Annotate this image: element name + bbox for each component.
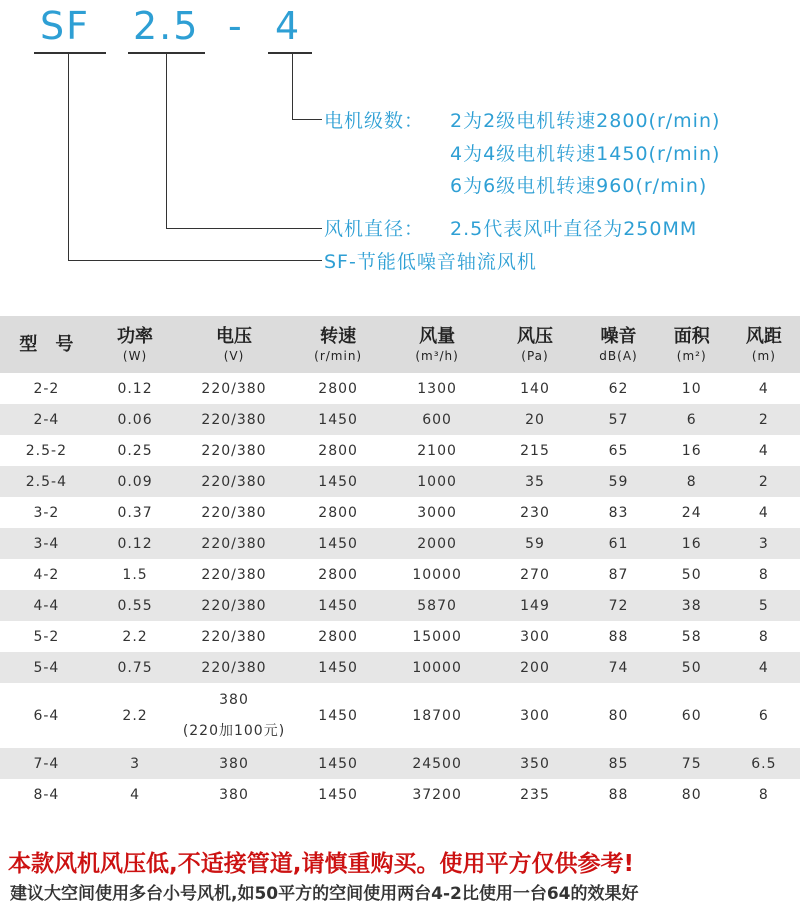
cell-airflow: 37200 (412, 786, 462, 803)
cell-voltage: 220/380 (201, 380, 267, 397)
cell-area: 50 (656, 652, 728, 683)
cell-pressure: 300 (520, 628, 550, 645)
cell-airflow: 1000 (386, 466, 489, 497)
cell-noise: 83 (608, 504, 629, 521)
spec-table-header (0, 316, 800, 373)
cell-power: 3 (93, 748, 178, 779)
cell-noise: 88 (608, 786, 629, 803)
cell-airflow: 3000 (417, 504, 457, 521)
cell-area: 50 (681, 566, 702, 583)
leader-diameter-vertical (166, 53, 167, 228)
cell-speed: 1450 (291, 466, 386, 497)
model-code-separator: - (228, 4, 244, 48)
spec-table-body (0, 373, 800, 810)
cell-model: 8-4 (33, 786, 60, 803)
header-pressure: 风压 (Pa) (489, 316, 582, 373)
cell-noise: 88 (608, 628, 629, 645)
cell-voltage: 220/380 (177, 466, 290, 497)
cell-pressure: 200 (489, 652, 582, 683)
header-distance: 风距 (m) (728, 316, 800, 373)
cell-model: 3-2 (33, 504, 60, 521)
header-model: 型 号 (0, 316, 93, 373)
cell-airflow: 24500 (386, 748, 489, 779)
cell-pressure: 20 (489, 404, 582, 435)
cell-power: 2.2 (122, 707, 148, 724)
poles-line-2: 4为4级电机转速1450(r/min) (450, 143, 721, 165)
cell-voltage: 220/380 (201, 628, 267, 645)
table-row (0, 497, 800, 528)
cell-model: 2.5-2 (25, 442, 67, 459)
cell-model: 2-4 (0, 404, 93, 435)
cell-speed: 2800 (318, 380, 358, 397)
cell-distance: 5 (728, 590, 800, 621)
poles-label: 电机级数： (324, 110, 425, 132)
cell-airflow: 1300 (417, 380, 457, 397)
cell-voltage: 220/380 (177, 528, 290, 559)
table-row (0, 435, 800, 466)
cell-noise: 62 (608, 380, 629, 397)
cell-area: 80 (681, 786, 702, 803)
cell-airflow: 600 (386, 404, 489, 435)
leader-series-vertical (68, 53, 69, 260)
leader-diameter-horizontal (166, 228, 322, 229)
cell-distance: 8 (758, 566, 769, 583)
cell-airflow: 5870 (386, 590, 489, 621)
cell-noise: 80 (608, 707, 629, 724)
cell-power: 1.5 (122, 566, 148, 583)
cell-area: 24 (681, 504, 702, 521)
underline-series (34, 52, 106, 54)
cell-model: 7-4 (0, 748, 93, 779)
cell-area: 38 (656, 590, 728, 621)
cell-pressure: 35 (489, 466, 582, 497)
cell-speed: 1450 (291, 528, 386, 559)
cell-noise: 57 (581, 404, 655, 435)
header-area: 面积 (m²) (656, 316, 728, 373)
cell-voltage: 220/380 (201, 566, 267, 583)
cell-pressure: 230 (520, 504, 550, 521)
cell-distance: 8 (758, 628, 769, 645)
cell-speed: 1450 (291, 404, 386, 435)
cell-pressure: 270 (520, 566, 550, 583)
cell-distance: 6.5 (728, 748, 800, 779)
table-row (0, 652, 800, 683)
table-row (0, 683, 800, 748)
cell-airflow: 18700 (412, 707, 462, 724)
voltage-note: (220加100元) (182, 722, 286, 739)
cell-noise: 72 (581, 590, 655, 621)
table-row (0, 466, 800, 497)
cell-area: 60 (681, 707, 702, 724)
table-row (0, 373, 800, 404)
diameter-label: 风机直径： (324, 218, 425, 240)
header-airflow: 风量 (m³/h) (386, 316, 489, 373)
header-speed: 转速 (r/min) (291, 316, 386, 373)
cell-model: 3-4 (0, 528, 93, 559)
cell-power: 0.55 (93, 590, 178, 621)
series-text: SF-节能低噪音轴流风机 (324, 251, 537, 273)
cell-pressure: 215 (520, 442, 550, 459)
cell-power: 0.37 (117, 504, 153, 521)
advice-text: 建议大空间使用多台小号风机,如50平方的空间使用两台4-2比使用一台64的效果好 (10, 884, 639, 904)
cell-model: 5-4 (0, 652, 93, 683)
table-row (0, 528, 800, 559)
cell-airflow: 2100 (417, 442, 457, 459)
model-code-series: SF (40, 4, 90, 48)
cell-airflow: 10000 (386, 652, 489, 683)
leader-series-horizontal (68, 260, 322, 261)
cell-model: 4-4 (0, 590, 93, 621)
cell-voltage: 220/380 (177, 590, 290, 621)
cell-area: 16 (656, 528, 728, 559)
cell-speed: 1450 (291, 748, 386, 779)
cell-voltage: 380 (177, 748, 290, 779)
cell-area: 75 (656, 748, 728, 779)
cell-area: 6 (656, 404, 728, 435)
table-row (0, 779, 800, 810)
underline-poles (268, 52, 312, 54)
cell-power: 0.09 (93, 466, 178, 497)
cell-area: 58 (681, 628, 702, 645)
cell-area: 8 (656, 466, 728, 497)
cell-power: 0.25 (117, 442, 153, 459)
cell-model: 2.5-4 (0, 466, 93, 497)
cell-noise: 65 (608, 442, 629, 459)
cell-speed: 1450 (291, 590, 386, 621)
cell-distance: 4 (728, 652, 800, 683)
cell-noise: 74 (581, 652, 655, 683)
cell-voltage: 220/380 (177, 404, 290, 435)
header-noise: 噪音 dB(A) (581, 316, 655, 373)
cell-voltage: 220/380 (201, 504, 267, 521)
cell-pressure: 235 (520, 786, 550, 803)
leader-poles-vertical (292, 53, 293, 119)
cell-pressure: 149 (489, 590, 582, 621)
cell-speed: 1450 (291, 652, 386, 683)
table-row (0, 559, 800, 590)
cell-distance: 4 (758, 504, 769, 521)
cell-noise: 87 (608, 566, 629, 583)
cell-noise: 85 (581, 748, 655, 779)
leader-poles-horizontal (292, 119, 322, 120)
cell-area: 10 (681, 380, 702, 397)
cell-model: 4-2 (33, 566, 60, 583)
poles-line-1: 2为2级电机转速2800(r/min) (450, 110, 721, 132)
cell-model: 6-4 (33, 707, 60, 724)
cell-distance: 2 (728, 466, 800, 497)
cell-airflow: 15000 (412, 628, 462, 645)
cell-distance: 4 (758, 442, 769, 459)
poles-line-3: 6为6级电机转速960(r/min) (450, 175, 708, 197)
cell-pressure: 140 (520, 380, 550, 397)
model-code-poles: 4 (275, 4, 302, 48)
cell-distance: 3 (728, 528, 800, 559)
cell-distance: 4 (758, 380, 769, 397)
cell-power: 0.75 (93, 652, 178, 683)
warning-text: 本款风机风压低,不适接管道,请慎重购买。使用平方仅供参考! (8, 851, 634, 877)
cell-power: 4 (130, 786, 140, 803)
cell-noise: 61 (581, 528, 655, 559)
cell-pressure: 300 (520, 707, 550, 724)
cell-power: 0.12 (93, 528, 178, 559)
cell-model: 2-2 (33, 380, 60, 397)
cell-model: 5-2 (33, 628, 60, 645)
cell-speed: 2800 (318, 504, 358, 521)
cell-voltage: 220/380 (201, 442, 267, 459)
header-voltage: 电压 (V) (177, 316, 290, 373)
table-row (0, 590, 800, 621)
cell-airflow: 10000 (412, 566, 462, 583)
model-code-diameter: 2.5 (133, 4, 200, 48)
cell-power: 0.12 (117, 380, 153, 397)
cell-speed: 2800 (318, 442, 358, 459)
spec-table (0, 316, 800, 810)
cell-speed: 1450 (318, 786, 358, 803)
cell-pressure: 350 (489, 748, 582, 779)
cell-distance: 6 (758, 707, 769, 724)
cell-area: 16 (681, 442, 702, 459)
table-row (0, 621, 800, 652)
cell-speed: 1450 (318, 707, 358, 724)
cell-distance: 2 (728, 404, 800, 435)
cell-power: 2.2 (122, 628, 148, 645)
table-row (0, 404, 800, 435)
cell-speed: 2800 (318, 628, 358, 645)
cell-noise: 59 (581, 466, 655, 497)
cell-airflow: 2000 (386, 528, 489, 559)
cell-distance: 8 (758, 786, 769, 803)
cell-voltage: 380 (219, 786, 249, 803)
table-row (0, 748, 800, 779)
diameter-text: 2.5代表风叶直径为250MM (450, 218, 698, 240)
cell-power: 0.06 (93, 404, 178, 435)
cell-voltage: 380 (220加100元) (177, 683, 290, 748)
cell-voltage: 220/380 (177, 652, 290, 683)
cell-pressure: 59 (489, 528, 582, 559)
header-power: 功率 (W) (93, 316, 178, 373)
cell-speed: 2800 (318, 566, 358, 583)
